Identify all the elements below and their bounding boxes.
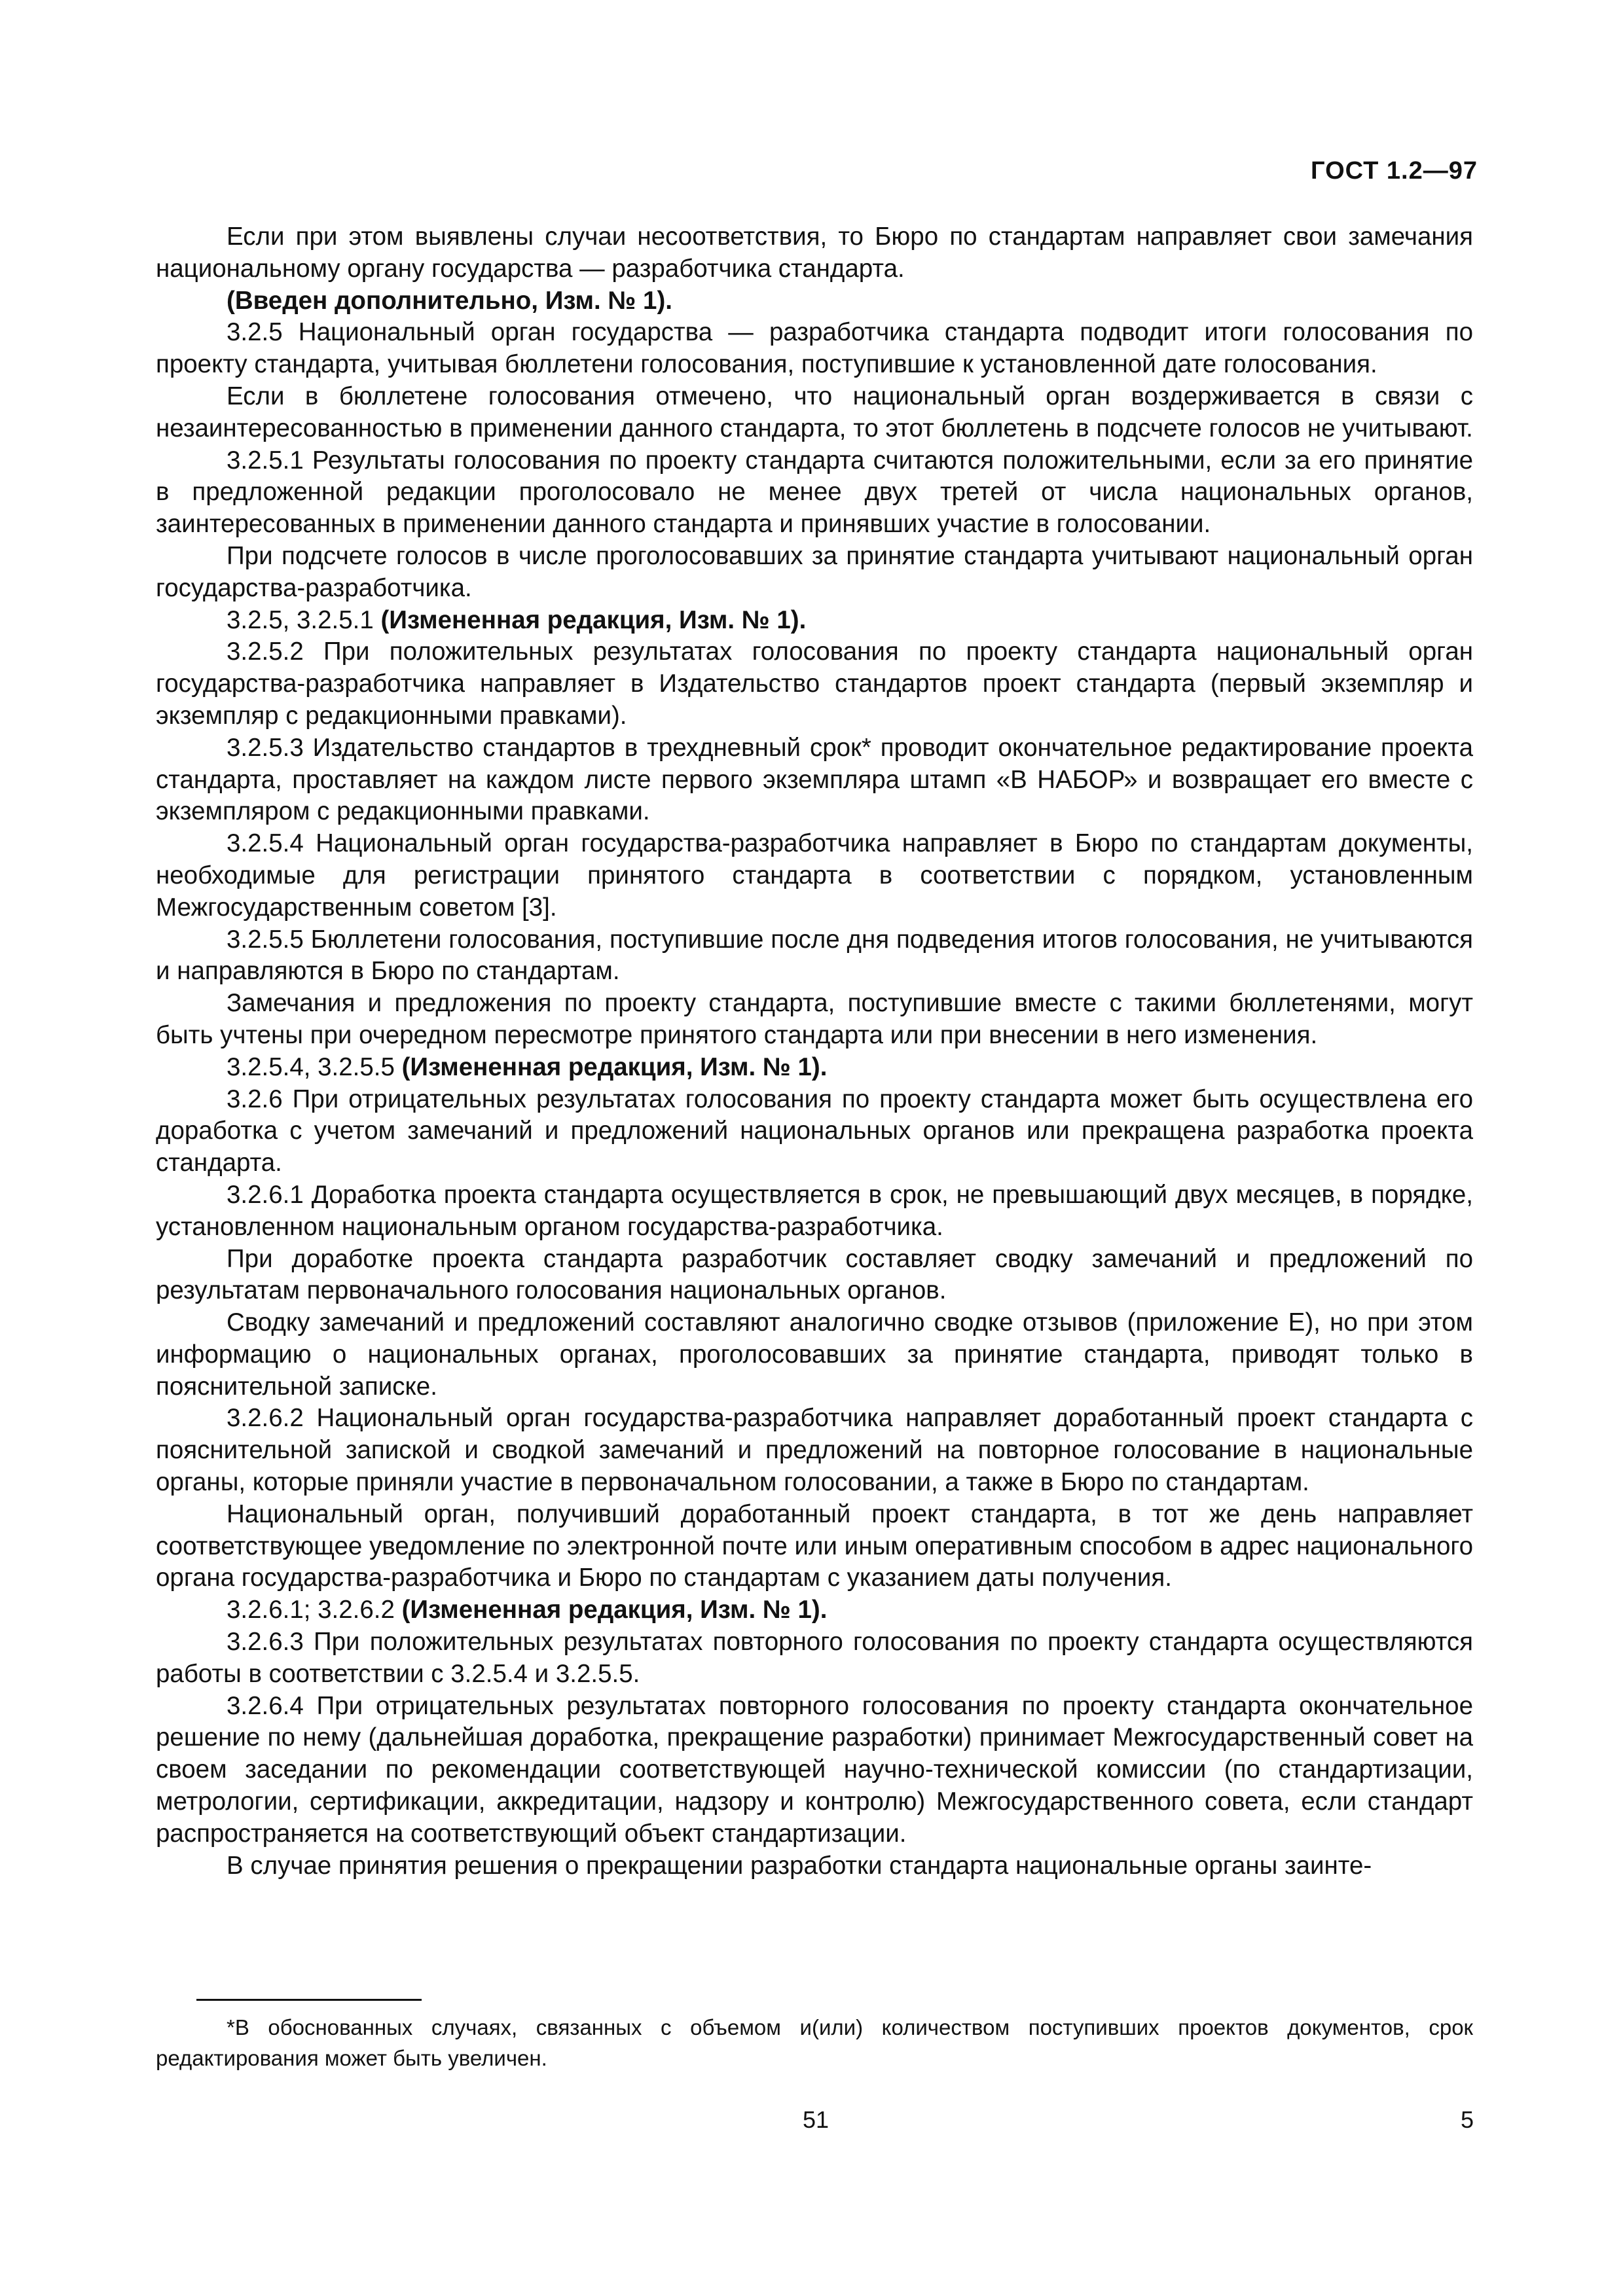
amendment-note: 3.2.5, 3.2.5.1 (Измененная редакция, Изм. № 1). — [227, 605, 807, 634]
amendment-note: 3.2.5.4, 3.2.5.5 (Измененная редакция, Изм. № 1). — [227, 1052, 828, 1081]
clause-3-2-6-2: 3.2.6.2 Национальный орган государства-разработчика направляет доработанный проект стандарта с пояснительной запиской и сводкой замечаний и предложений на повторное голосование в национальные органы, которые приняли участие в первоначальном голосовании, а также в Бюро по стандартам. — [156, 1404, 1473, 1497]
clause-3-2-5: 3.2.5 Национальный орган государства — разработчика стандарта подводит итоги голосования по проекту стандарта, учитывая бюллетени голосования, поступившие к установленной дате голосования. — [156, 318, 1473, 379]
clause-3-2-6-3: 3.2.6.3 При положительных результатах повторного голосования по проекту стандарта осуществляются работы в соответствии с 3.2.5.4 и 3.2.5.5. — [156, 1628, 1473, 1688]
clause-3-2-5-2: 3.2.5.2 При положительных результатах голосования по проекту стандарта национальный орган государства-разработчика направляет в Издательство стандартов проект стандарта (первый экземпляр и экземпляр с редакционными правками). — [156, 637, 1473, 730]
paragraph: При доработке проекта стандарта разработчик составляет сводку замечаний и предложений по результатам первоначального голосования национальных органов. — [156, 1244, 1473, 1305]
clause-3-2-5-5: 3.2.5.5 Бюллетени голосования, поступившие после дня подведения итогов голосования, не учитываются и направляются в Бюро по стандартам. — [156, 925, 1473, 986]
clause-3-2-5-1: 3.2.5.1 Результаты голосования по проекту стандарта считаются положительными, если за его принятие в предложенной редакции проголосовало не менее двух третей от числа национальных органов, заинтересованных в применении данного стандарта и принявших участие в голосовании. — [156, 446, 1473, 539]
document-body — [156, 221, 1473, 1882]
document-code-header: ГОСТ 1.2—97 — [1311, 157, 1478, 185]
amendment-note: (Введен дополнительно, Изм. № 1). — [227, 286, 672, 315]
paragraph: Национальный орган, получивший доработанный проект стандарта, в тот же день направляет соответствующее уведомление по электронной почте или иным оперативным способом в адрес национального органа государства-разработчика и Бюро по стандартам с указанием даты получения. — [156, 1499, 1473, 1592]
clause-3-2-5-4: 3.2.5.4 Национальный орган государства-разработчика направляет в Бюро по стандартам документы, необходимые для регистрации принятого стандарта в соответствии с порядком, установленным Межгосударственным советом [3]. — [156, 829, 1473, 922]
paragraph: Сводку замечаний и предложений составляют аналогично сводке отзывов (приложение Е), но при этом информацию о национальных органах, проголосовавших за принятие стандарта, приводят только в пояснительной записке. — [156, 1308, 1473, 1401]
paragraph: Замечания и предложения по проекту стандарта, поступившие вместе с такими бюллетенями, могут быть учтены при очередном пересмотре принятого стандарта или при внесении в него изменения. — [156, 989, 1473, 1049]
paragraph: Если в бюллетене голосования отмечено, что национальный орган воздерживается в связи с незаинтересованностью в применении данного стандарта, то этот бюллетень в подсчете голосов не учитывают. — [156, 382, 1473, 442]
clause-3-2-5-3: 3.2.5.3 Издательство стандартов в трехдневный срок* проводит окончательное редактирование проекта стандарта, проставляет на каждом листе первого экземпляра штамп «В НАБОР» и возвращает его вместе с экземпляром с редакционными правками. — [156, 733, 1473, 826]
clause-3-2-6: 3.2.6 При отрицательных результатах голосования по проекту стандарта может быть осуществлена его доработка с учетом замечаний и предложений национальных органов или прекращена разработка проекта стандарта. — [156, 1085, 1473, 1177]
clause-3-2-6-4: 3.2.6.4 При отрицательных результатах повторного голосования по проекту стандарта окончательное решение по нему (дальнейшая доработка, прекращение разработки) принимает Межгосударственный совет на своем заседании по рекомендации соответствующей научно-технической комиссии (по стандартизации, метрологии, сертификации, аккредитации, надзору и контролю) Межгосударственного совета, если стандарт распространяется на соответствующий объект стандартизации. — [156, 1691, 1473, 1848]
footnote-divider — [196, 1999, 422, 2001]
paragraph: При подсчете голосов в числе проголосовавших за принятие стандарта учитывают национальный орган государства-разработчика. — [156, 541, 1473, 602]
clause-3-2-6-1: 3.2.6.1 Доработка проекта стандарта осуществляется в срок, не превышающий двух месяцев, в порядке, установленном национальным органом государства-разработчика. — [156, 1180, 1473, 1241]
paragraph: Если при этом выявлены случаи несоответствия, то Бюро по стандартам направляет свои замечания национальному органу государства — разработчика стандарта. — [156, 223, 1473, 283]
footnote: *В обоснованных случаях, связанных с объемом и(или) количеством поступивших проектов документов, срок редактирования может быть увеличен. — [156, 2015, 1473, 2070]
paragraph: В случае принятия решения о прекращении разработки стандарта национальные органы заинте- — [227, 1851, 1372, 1880]
page-number-right: 5 — [1460, 2106, 1474, 2133]
page-number-center: 51 — [803, 2106, 830, 2133]
amendment-note: 3.2.6.1; 3.2.6.2 (Измененная редакция, Изм. № 1). — [227, 1596, 828, 1624]
